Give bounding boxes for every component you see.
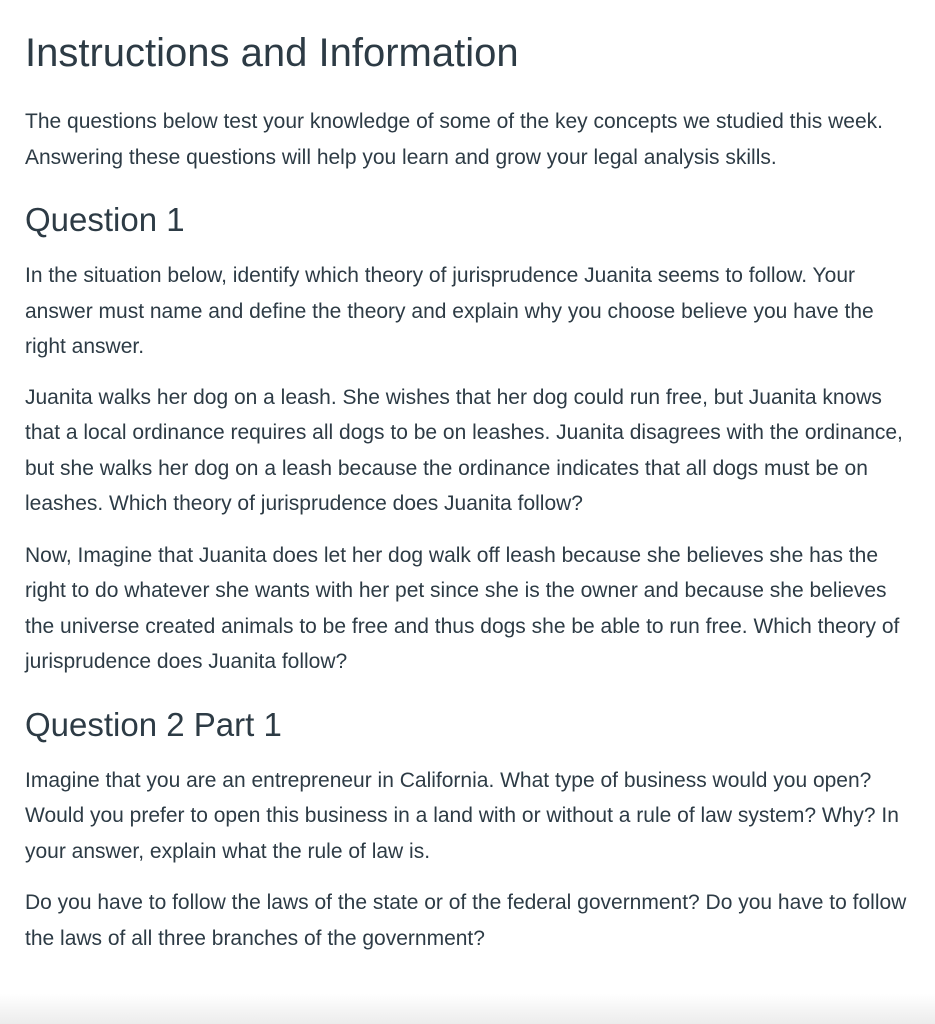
intro-paragraph: The questions below test your knowledge of some of the key concepts we studied this week. Answering these questions will help you learn and grow your legal analysis skills. xyxy=(25,110,883,169)
question-1-heading: Question 1 xyxy=(25,201,185,238)
question-1-scenario-a: Juanita walks her dog on a leash. She wishes that her dog could run free, but Juanita knows that a local ordinance requires all dogs to be on leashes. Juanita disagrees with the ordinance, but she walks her dog on a leash because the ordinance indicates that all dogs must be on leashes. Which theory of jurisprudence does Juanita follow? xyxy=(25,385,903,515)
question-2-heading: Question 2 Part 1 xyxy=(25,705,282,743)
question-2-prompt: Imagine that you are an entrepreneur in California. What type of business would you open? Would you prefer to open this business in a land with or without a rule of law system? Why? In your answer, explain what the rule of law is. xyxy=(25,768,899,863)
bottom-scroll-fade xyxy=(0,994,935,1024)
question-2-followup: Do you have to follow the laws of the state or of the federal government? Do you have to follow the laws of all three branches of the government? xyxy=(25,891,907,950)
question-1-prompt: In the situation below, identify which theory of jurisprudence Juanita seems to follow. Your answer must name and define the theory and explain why you choose believe you have the right answer. xyxy=(25,264,874,358)
content-page xyxy=(25,28,920,972)
question-1-scenario-b: Now, Imagine that Juanita does let her dog walk off leash because she believes she has the right to do whatever she wants with her pet since she is the owner and because she believes the universe created animals to be free and thus dogs she be able to run free. Which theory of jurisprudence does Juanita follow? xyxy=(25,543,900,673)
page-title: Instructions and Information xyxy=(25,31,519,75)
